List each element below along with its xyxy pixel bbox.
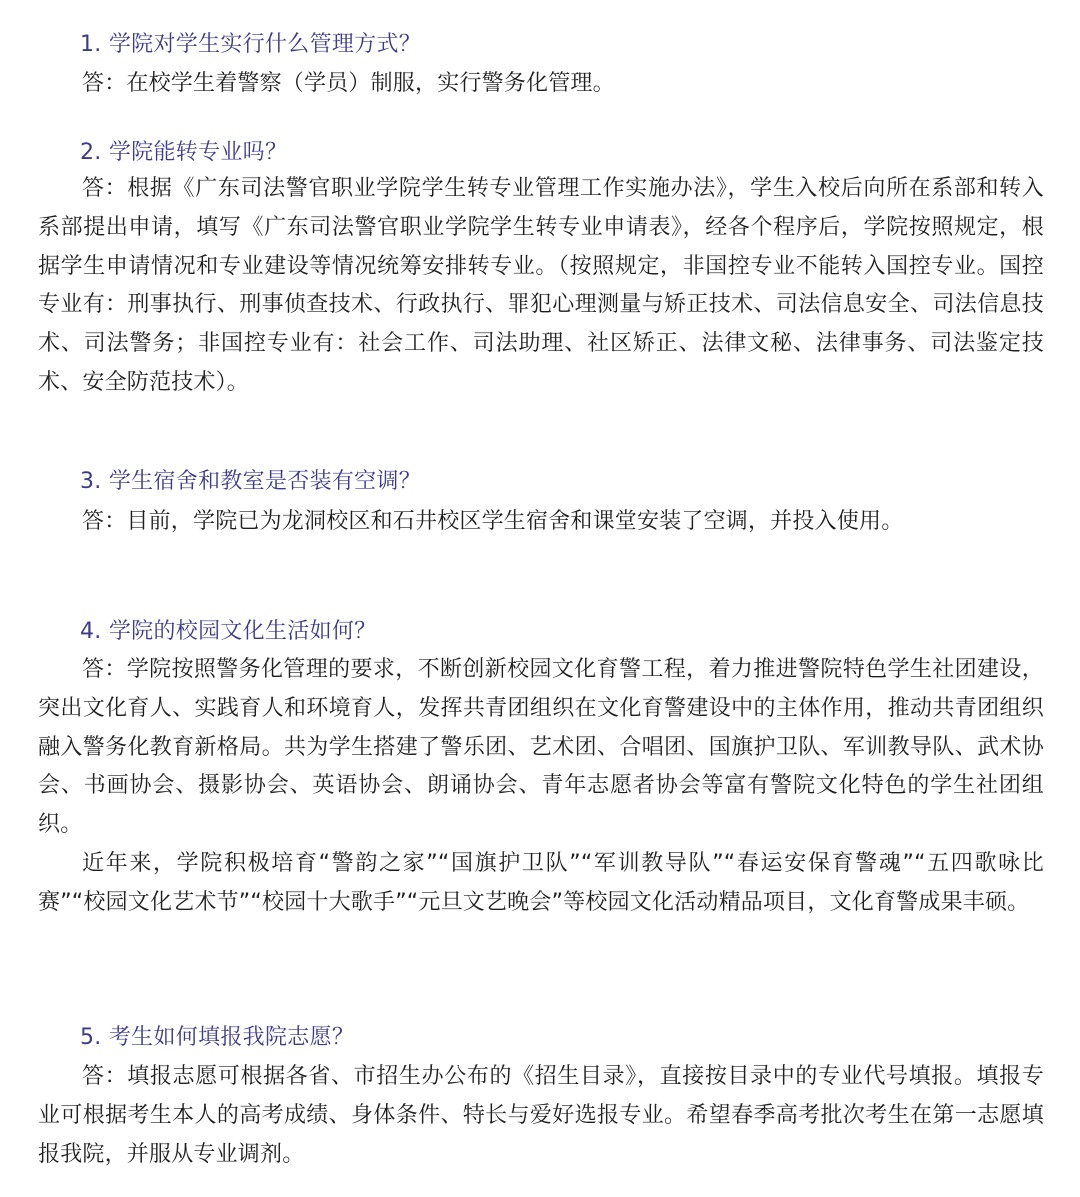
- faq-answer-2: 答：根据《广东司法警官职业学院学生转专业管理工作实施办法》，学生入校后向所在系部和转入系部提出申请，填写《广东司法警官职业学院学生转专业申请表》，经各个程序后，学院按照规定，根据学生申请情况和专业建设等情况统筹安排转专业。（按照规定，非国控专业不能转入国控专业。国控专业有：刑事执行、刑事侦查技术、行政执行、罪犯心理测量与矫正技术、司法信息安全、司法信息技术、司法警务；非国控专业有：社会工作、司法助理、社区矫正、法律文秘、法律事务、司法鉴定技术、安全防范技术）。: [38, 176, 1044, 395]
- faq-question-1: 1. 学院对学生实行什么管理方式？: [80, 32, 422, 57]
- faq-question-5: 5. 考生如何填报我院志愿？: [80, 1025, 355, 1050]
- faq-answer-3: 答：目前，学院已为龙洞校区和石井校区学生宿舍和课堂安装了空调，并投入使用。: [82, 509, 904, 534]
- faq-answer-4-paragraph-1: 答：学院按照警务化管理的要求，不断创新校园文化育警工程，着力推进警院特色学生社团建设，突出文化育人、实践育人和环境育人，发挥共青团组织在文化育警建设中的主体作用，推动共青团组织融入警务化教育新格局。共为学生搭建了警乐团、艺术团、合唱团、国旗护卫队、军训教导队、武术协会、书画协会、摄影协会、英语协会、朗诵协会、青年志愿者协会等富有警院文化特色的学生社团组织。: [38, 657, 1044, 838]
- faq-question-2: 2. 学院能转专业吗？: [80, 140, 288, 165]
- faq-question-4: 4. 学院的校园文化生活如何？: [80, 619, 377, 644]
- faq-question-3: 3. 学生宿舍和教室是否装有空调？: [80, 469, 422, 494]
- faq-answer-1: 答：在校学生着警察（学员）制服，实行警务化管理。: [82, 71, 615, 96]
- faq-answer-4-paragraph-2: 近年来，学院积极培育“警韵之家”“国旗护卫队”“军训教导队”“春运安保育警魂”“五四歌咏比赛”“校园文化艺术节”“校园十大歌手”“元旦文艺晚会”等校园文化活动精品项目，文化育警成果丰硕。: [38, 851, 1044, 915]
- faq-answer-5: 答：填报志愿可根据各省、市招生办公布的《招生目录》，直接按目录中的专业代号填报。填报专业可根据考生本人的高考成绩、身体条件、特长与爱好选报专业。希望春季高考批次考生在第一志愿填报我院，并服从专业调剂。: [38, 1064, 1044, 1167]
